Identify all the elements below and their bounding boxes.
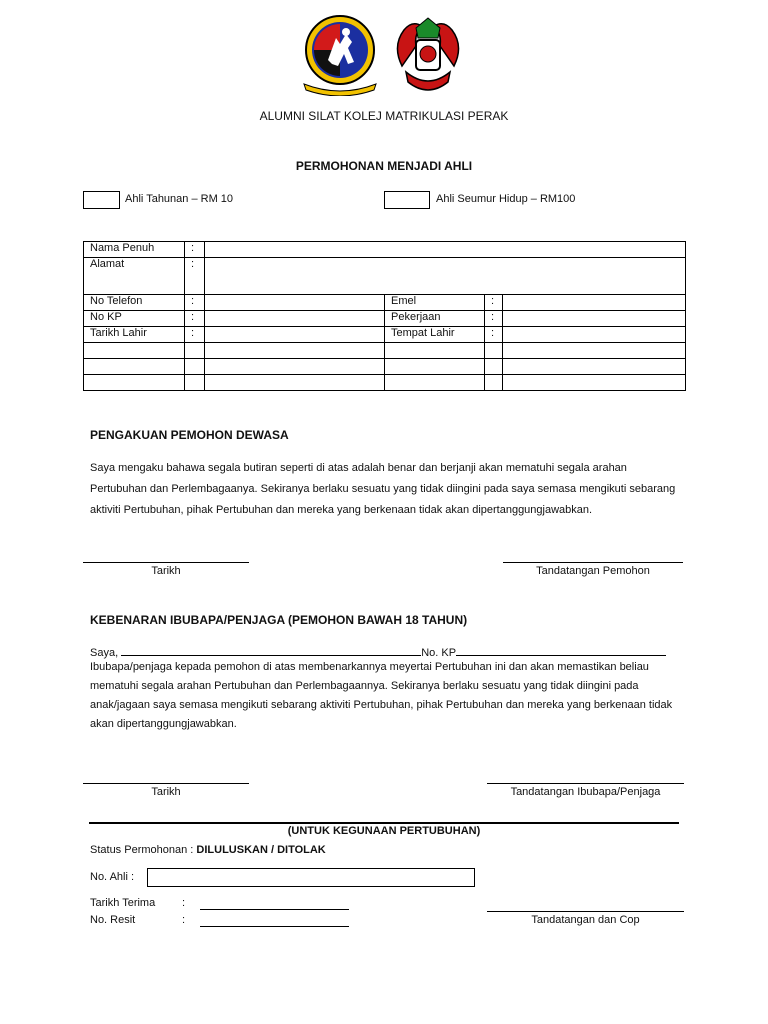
- ic-label: No KP: [84, 311, 185, 327]
- status-label: Status Permohonan :: [90, 844, 194, 856]
- email-colon: :: [485, 295, 503, 311]
- guardian-signature-line[interactable]: [487, 783, 684, 784]
- name-colon: :: [185, 242, 205, 258]
- guardian-name-field[interactable]: [121, 645, 421, 656]
- job-colon: :: [485, 311, 503, 327]
- applicant-signature-label: Tandatangan Pemohon: [536, 565, 650, 577]
- ic-colon: :: [185, 311, 205, 327]
- phone-colon: :: [185, 295, 205, 311]
- received-date-colon: :: [182, 897, 186, 909]
- guardian-consent-heading: KEBENARAN IBUBAPA/PENJAGA (PEMOHON BAWAH 18 TAHUN): [90, 613, 468, 627]
- adult-declaration-text: Saya mengaku bahawa segala butiran seperti di atas adalah benar dan berjanji akan mematuhi segala arahan Pertubuhan dan Perlembagaanya. Sekiranya berlaku sesuatu yang tidak diingini pada saya semasa mengikuti sebarang aktiviti Pertubuhan, pihak Pertubuhan dan mereka yang berkenaan tidak akan dipertanggungjawabkan.: [90, 462, 676, 516]
- receipt-no-colon: :: [182, 914, 186, 926]
- name-field[interactable]: [205, 242, 686, 258]
- guardian-name-row: [90, 645, 680, 659]
- phone-field[interactable]: [205, 295, 385, 311]
- ic-field[interactable]: [205, 311, 385, 327]
- applicant-signature-line[interactable]: [503, 562, 683, 563]
- guardian-signature-label: Tandatangan Ibubapa/Penjaga: [510, 786, 661, 798]
- lifetime-membership-checkbox[interactable]: [384, 191, 430, 209]
- official-signature-line[interactable]: [487, 911, 684, 912]
- official-signature-label: Tandatangan dan Cop: [531, 914, 640, 926]
- guardian-kp-label: No. KP: [421, 647, 457, 659]
- college-crest-logo: [392, 16, 464, 98]
- blank-row: [84, 343, 686, 359]
- adult-date-line[interactable]: [83, 562, 249, 563]
- dob-colon: :: [185, 327, 205, 343]
- receipt-no-field[interactable]: [200, 926, 349, 927]
- address-colon: :: [185, 258, 205, 295]
- email-field[interactable]: [503, 295, 686, 311]
- pob-field[interactable]: [503, 327, 686, 343]
- name-label: Nama Penuh: [84, 242, 185, 258]
- application-status-row: [90, 844, 326, 856]
- office-divider: [89, 822, 679, 824]
- received-date-field[interactable]: [200, 909, 349, 910]
- lifetime-membership-label: Ahli Seumur Hidup – RM100: [436, 193, 576, 205]
- guardian-consent-text: Ibubapa/penjaga kepada pemohon di atas membenarkannya meyertai Pertubuhan ini dan akan memastikan beliau mematuhi segala arahan Pertubuhan dan Perlembagaannya. Sekiranya berlaku sesuatu yang tidak diingini pada anak/jagaan saya semasa mengikuti sebarang aktiviti Pertubuhan, pihak Pertubuhan dan mereka yang berkenaan tidak akan dipertanggungjawabkan.: [90, 661, 673, 730]
- office-use-heading: (UNTUK KEGUNAAN PERTUBUHAN): [287, 825, 481, 837]
- pob-colon: :: [485, 327, 503, 343]
- guardian-date-line[interactable]: [83, 783, 249, 784]
- address-label: Alamat: [84, 258, 185, 295]
- association-logo: [300, 14, 380, 96]
- email-label: Emel: [385, 295, 485, 311]
- form-title: PERMOHONAN MENJADI AHLI: [295, 159, 473, 173]
- adult-date-label: Tarikh: [151, 565, 181, 577]
- dob-label: Tarikh Lahir: [84, 327, 185, 343]
- guardian-ic-field[interactable]: [456, 645, 666, 656]
- job-field[interactable]: [503, 311, 686, 327]
- applicant-details-table: [83, 241, 686, 391]
- pob-label: Tempat Lahir: [385, 327, 485, 343]
- receipt-no-label: No. Resit: [90, 914, 136, 926]
- annual-membership-checkbox[interactable]: [83, 191, 120, 209]
- member-no-field[interactable]: [147, 868, 475, 887]
- guardian-saya-label: Saya,: [90, 647, 119, 659]
- member-no-label: No. Ahli :: [90, 871, 135, 883]
- job-label: Pekerjaan: [385, 311, 485, 327]
- annual-membership-label: Ahli Tahunan – RM 10: [125, 193, 234, 205]
- phone-label: No Telefon: [84, 295, 185, 311]
- guardian-date-label: Tarikh: [151, 786, 181, 798]
- blank-row: [84, 359, 686, 375]
- adult-declaration-heading: PENGAKUAN PEMOHON DEWASA: [90, 428, 289, 442]
- address-field[interactable]: [205, 258, 686, 295]
- organization-name: ALUMNI SILAT KOLEJ MATRIKULASI PERAK: [259, 109, 509, 123]
- dob-field[interactable]: [205, 327, 385, 343]
- status-options[interactable]: DILULUSKAN / DITOLAK: [196, 844, 326, 856]
- blank-row: [84, 375, 686, 391]
- received-date-label: Tarikh Terima: [90, 897, 156, 909]
